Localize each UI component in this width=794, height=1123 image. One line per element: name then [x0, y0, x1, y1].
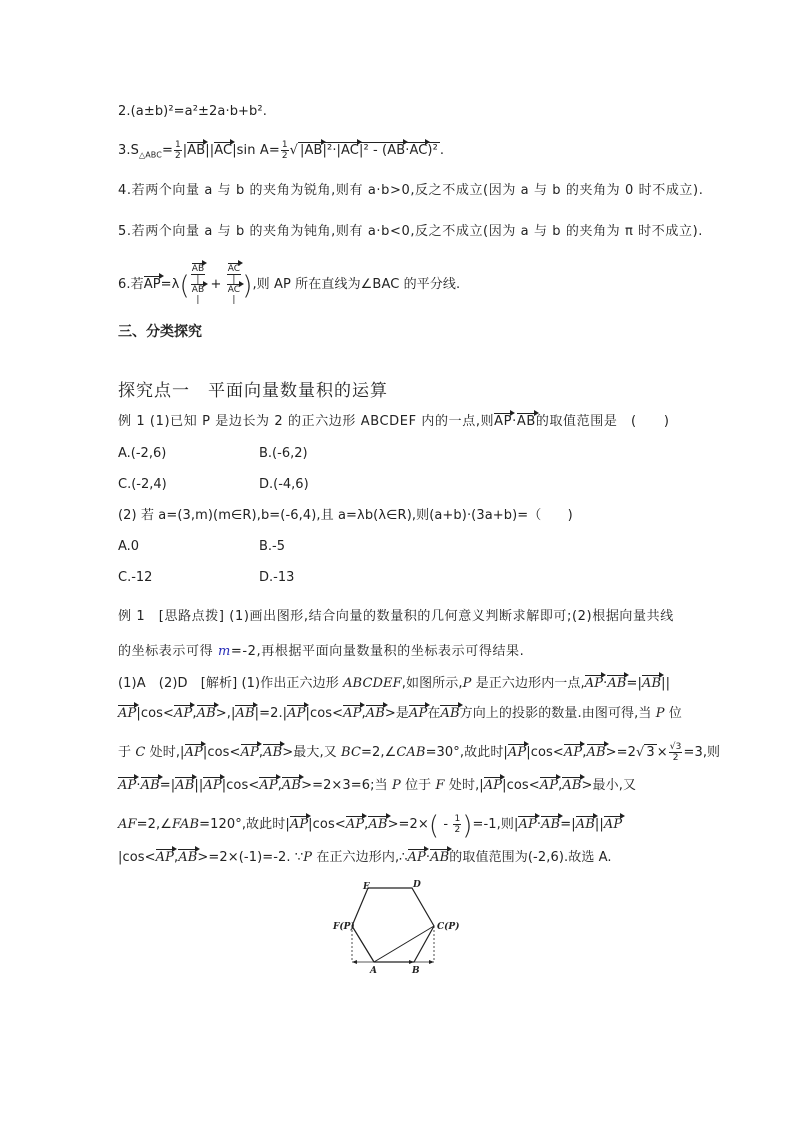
solution-line6: |cos<AP,AB>=2×(-1)=-2. ∵P 在正六边形内,∴AP·AB的取值范围为(-2,6).故选 A. [118, 850, 612, 865]
segment-ac [374, 926, 434, 962]
solution-line1: (1)A (2)D [解析] (1)作出正六边形 ABCDEF,如图所示,P 是正六边形内一点,AP·AB=|AB|| [118, 676, 671, 691]
hint-line2-prefix: 的坐标表示可得 [118, 644, 218, 659]
hint-line2-suffix: =-2,再根据平面向量数量积的坐标表示可得结果. [230, 644, 525, 659]
q1-option-a: A.(-2,6) [118, 446, 167, 461]
q2-option-a: A.0 [118, 539, 140, 554]
hint-m: m [217, 644, 231, 659]
label-d: D [413, 880, 421, 890]
answer-cont: ,如图所示, [401, 676, 463, 691]
solution-hint-line1: 例 1 [思路点拨] (1)画出图形,结合向量的数量积的几何意义判断求解即可;(2)根据向量共线 [118, 609, 674, 624]
label-f: F(P) [333, 922, 355, 932]
arrowhead-ab [409, 960, 414, 964]
solution-line3: 于 C 处时,|AP|cos<AP,AB>最大,又 BC=2,∠CAB=30°,故此时|AP|cos<AP,AB>=2√ 3 × $\frac{√3}{2}$ =3,则 [118, 742, 721, 763]
answer-prefix: (1)A (2)D [解析] (1)作出正六边形 [118, 676, 344, 691]
example1-question2: (2) 若 a=(3,m)(m∈R),b=(-6,4),且 a=λb(λ∈R),则(a+b)·(3a+b)=（ ) [118, 508, 573, 523]
q1-option-c: C.(-2,4) [118, 477, 167, 492]
hexagon-figure [330, 878, 470, 978]
label-a: A [370, 966, 377, 976]
property-5: 5.若两个向量 a 与 b 的夹角为钝角,则有 a·b<0,反之不成立(因为 a 与 b 的夹角为 π 时不成立). [118, 224, 703, 239]
label-e: E [363, 882, 370, 892]
q1-option-b: B.(-6,2) [259, 446, 308, 461]
solution-line2: AP|cos<AP,AB>,|AB|=2.|AP|cos<AP,AB>是AP在AB方向上的投影的数量.由图可得,当 P 位 [118, 706, 682, 721]
solution-line4: AP·AB=|AB||AP|cos<AP,AB>=2×3=6;当 P 位于 F 处时,|AP|cos<AP,AB>最小,又 [118, 778, 637, 793]
property-3-prefix: 3.S [118, 143, 139, 158]
section-title: 三、分类探究 [118, 324, 202, 340]
label-c: C(P) [437, 922, 460, 932]
solution-hint-line2 [118, 644, 524, 660]
property-4: 4.若两个向量 a 与 b 的夹角为锐角,则有 a·b>0,反之不成立(因为 a 与 b 的夹角为 0 时不成立). [118, 183, 704, 198]
q2-option-d: D.-13 [259, 570, 295, 585]
q1-suffix: 的取值范围是 ( ) [535, 414, 670, 429]
hexagon-name: ABCDEF [343, 676, 402, 691]
q2-option-c: C.-12 [118, 570, 153, 585]
q2-option-b: B.-5 [259, 539, 286, 554]
segment-af [352, 926, 374, 962]
property-2: 2.(a±b)²=a²±2a·b+b². [118, 104, 267, 119]
example1-question1: 例 1 (1)已知 P 是边长为 2 的正六边形 ABCDEF 内的一点,则AP·AB的取值范围是 ( ) [118, 414, 670, 429]
arrowhead-right [429, 960, 434, 964]
arrowhead-left [352, 960, 357, 964]
solution-line5: AF=2,∠FAB=120°,故此时|AP|cos<AP,AB>=2×( - $\frac{1}{2}$ )=-1,则|AP·AB=|AB||AP [118, 811, 623, 841]
property-6-prefix: 6.若 [118, 277, 144, 292]
property-3: $3.S_{\triangle ABC}=$ $\frac{1}{2}$ |AB||AC|sin A= $\frac{1}{2}$ √ |AB|²·|AC|² - (AB·AC)² . [118, 140, 445, 161]
q1-option-d: D.(-4,6) [259, 477, 309, 492]
property-6: 6.若AP=λ( AB | AB | + AC | AC | ),则 AP 所在直线为∠BAC 的平分线. [118, 264, 461, 305]
q1-prefix: 例 1 (1)已知 P 是边长为 2 的正六边形 ABCDEF 内的一点,则 [118, 414, 495, 429]
property-6-suffix: ,则 AP 所在直线为∠BAC 的平分线. [252, 277, 461, 292]
triangle-subscript: △ABC [138, 150, 162, 160]
label-b: B [412, 966, 420, 976]
topic-title: 探究点一 平面向量数量积的运算 [118, 381, 388, 401]
